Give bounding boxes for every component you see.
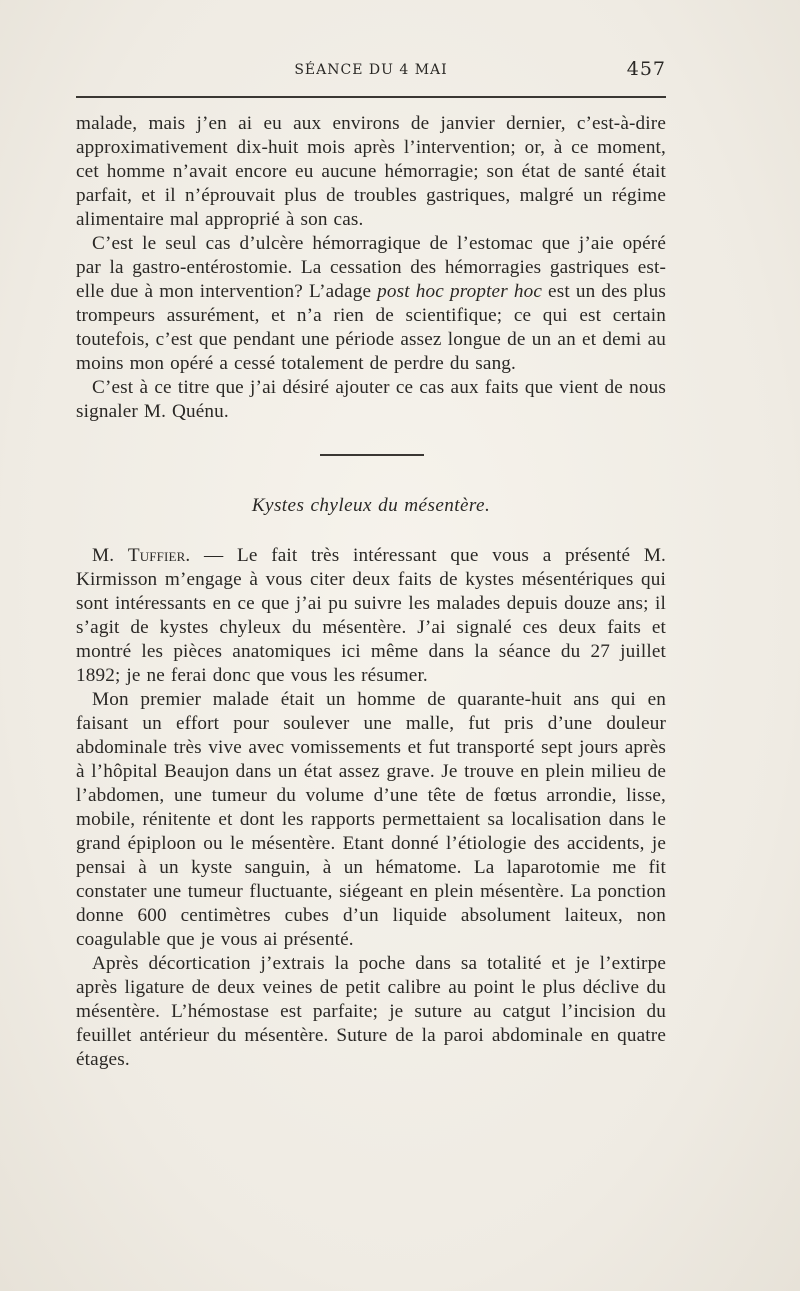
section-rule bbox=[320, 454, 424, 456]
latin-adage: post hoc propter hoc bbox=[377, 281, 543, 302]
paragraph-decortication: Après décortication j’extrais la poche dans sa totalité et je l’extirpe après ligature de deux veines de petit calibre au point le plus déclive du mésentère. L’hémostase est parfaite; je suture au catgut l’incision du feuillet antérieur du mésentère. Suture de la paroi abdominale en quatre étages. bbox=[76, 953, 666, 1070]
paragraph-4-text: . — Le fait très intéressant que vous a présenté M. Kirmisson m’engage à vous citer deux faits de kystes mésentériques qui sont intéressants en ce que j’ai pu suivre les malades depuis douze ans; il s’agit de kystes chyleux du mésentère. J’ai signalé ces deux faits et montré les pièces anatomiques ici même dans la séance du 27 juillet 1892; je ne ferai donc que vous les résumer. bbox=[76, 545, 666, 686]
header-rule bbox=[76, 96, 666, 98]
page-header bbox=[76, 58, 666, 84]
paragraph-closing-remark: C’est à ce titre que j’ai désiré ajouter ce cas aux faits que vient de nous signaler M. Quénu. bbox=[76, 377, 666, 422]
paragraph-2-text-after: est un des plus trompeurs assurément, et n’a rien de scientifique; ce qui est certain toutefois, c’est que pendant une période assez longue de un an et demi au moins mon opéré a cessé totalement de perdre du sang. bbox=[76, 281, 666, 374]
paragraph-gastro-enterostomy bbox=[76, 232, 666, 376]
page-number: 457 bbox=[626, 58, 666, 80]
paragraph-continued: malade, mais j’en ai eu aux environs de janvier dernier, c’est-à-dire approximativement dix-huit mois après l’intervention; or, à ce moment, cet homme n’avait encore eu aucune hémorragie; son état de santé était parfait, et il n’éprouvait plus de troubles gastriques, malgré un régime alimentaire mal approprié à son cas. bbox=[76, 113, 666, 230]
paragraph-2-text-before: C’est le seul cas d’ulcère hémorragique de l’estomac que j’aie opéré par la gastro-entérostomie. La cessation des hémorragies gastriques est-elle due à mon intervention? L’adage bbox=[76, 233, 666, 302]
section-separator bbox=[76, 424, 666, 478]
running-head: SÉANCE DU 4 MAI bbox=[294, 62, 448, 78]
speaker-prefix: M. bbox=[92, 545, 128, 566]
paragraph-tuffier bbox=[76, 544, 666, 688]
paragraph-first-patient: Mon premier malade était un homme de quarante-huit ans qui en faisant un effort pour soulever une malle, fut pris d’une douleur abdominale très vive avec vomissements et fut transporté sept jours après à l’hôpital Beaujon dans un état assez grave. Je trouve en plein milieu de l’abdomen, une tumeur du volume d’une tête de fœtus arrondie, lisse, mobile, rénitente et dont les rapports permettaient sa localisation dans le grand épiploon ou le mésentère. Etant donné l’étiologie des accidents, je pensai à un kyste sanguin, à un hématome. La laparotomie me fit constater une tumeur fluctuante, siégeant en plein mésentère. La ponction donne 600 centimètres cubes d’un liquide absolument laiteux, non coagulable que je vous ai présenté. bbox=[76, 689, 666, 950]
section-title: Kystes chyleux du mésentère. bbox=[251, 495, 491, 516]
speaker-name: Tuffier bbox=[127, 545, 186, 566]
body-text bbox=[76, 112, 666, 1072]
